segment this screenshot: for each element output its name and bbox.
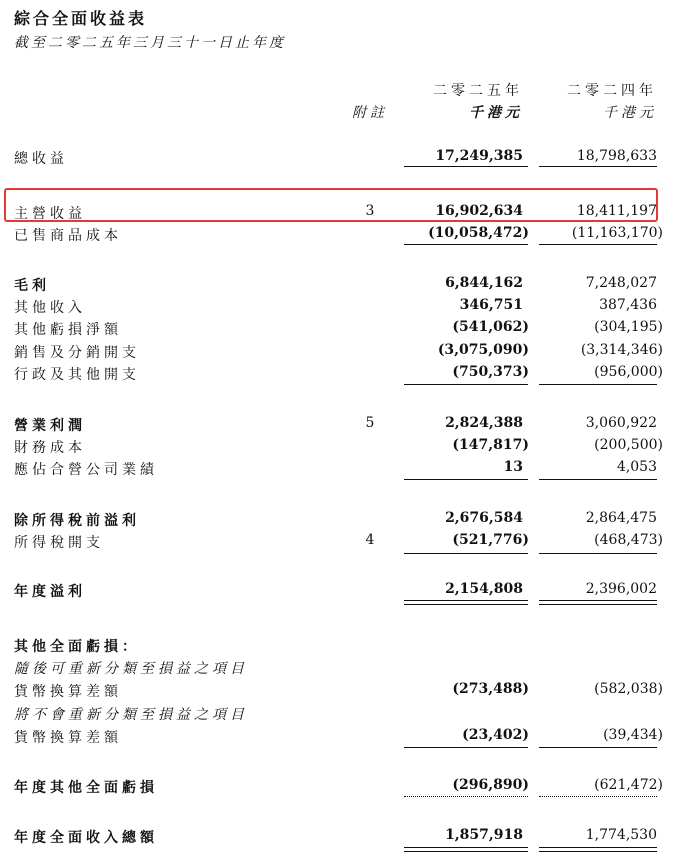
value-2025: (750,373) — [452, 364, 529, 380]
section-heading: 其他全面虧損： — [14, 639, 140, 655]
column-header-note: 附註 — [352, 105, 388, 121]
row-label: 銷售及分銷開支 — [14, 345, 140, 361]
statement-period: 截至二零二五年三月三十一日止年度 — [14, 35, 286, 51]
rule — [539, 479, 657, 480]
value-2024: 387,436 — [599, 297, 657, 313]
row-label: 總收益 — [14, 151, 68, 167]
value-2024: 18,798,633 — [576, 148, 657, 164]
value-2024: (304,195) — [594, 319, 663, 335]
rule — [404, 747, 528, 748]
value-2024: (621,472) — [594, 777, 663, 793]
value-2025: 2,676,584 — [445, 510, 523, 526]
double-rule — [539, 847, 657, 852]
rule — [539, 553, 657, 554]
column-unit-2024: 千港元 — [603, 105, 657, 121]
value-2025: (10,058,472) — [428, 225, 529, 241]
value-2024: 3,060,922 — [585, 415, 657, 431]
column-header-2025: 二零二五年 — [433, 83, 523, 99]
value-2025: (23,402) — [462, 727, 529, 743]
row-label: 年度溢利 — [14, 584, 86, 600]
statement-title: 綜合全面收益表 — [14, 9, 148, 28]
value-2025: (273,488) — [452, 681, 529, 697]
row-label: 主營收益 — [14, 206, 86, 222]
value-2025: (541,062) — [452, 319, 529, 335]
value-2025: 6,844,162 — [445, 275, 523, 291]
value-2025: (147,817) — [452, 437, 529, 453]
value-2024: 4,053 — [616, 459, 657, 475]
double-rule — [404, 847, 528, 852]
value-2024: (582,038) — [594, 681, 663, 697]
value-2024: 7,248,027 — [585, 275, 657, 291]
value-2025: 2,154,808 — [445, 581, 523, 597]
value-2024: (3,314,346) — [580, 342, 663, 358]
row-label: 貨幣換算差額 — [14, 730, 122, 746]
rule — [539, 747, 657, 748]
rule — [539, 166, 657, 167]
value-2025: 1,857,918 — [445, 827, 523, 843]
value-2025: (3,075,090) — [437, 342, 529, 358]
row-label: 財務成本 — [14, 440, 86, 456]
value-2025: 13 — [503, 459, 523, 475]
note-ref: 4 — [365, 532, 375, 548]
value-2025: 2,824,388 — [445, 415, 523, 431]
row-label: 其他虧損淨額 — [14, 322, 122, 338]
value-2024: (11,163,170) — [571, 225, 663, 241]
value-2025: 346,751 — [459, 297, 523, 313]
note-ref: 3 — [365, 203, 375, 219]
row-label: 應佔合營公司業績 — [14, 462, 158, 478]
row-label: 其他收入 — [14, 300, 86, 316]
dotted-rule — [404, 796, 528, 797]
row-label: 年度其他全面虧損 — [14, 780, 158, 796]
rule — [539, 384, 657, 385]
rule — [404, 244, 528, 245]
subsection-heading: 將不會重新分類至損益之項目 — [14, 707, 248, 723]
rule — [404, 384, 528, 385]
value-2025: (296,890) — [452, 777, 529, 793]
value-2024: 2,396,002 — [585, 581, 657, 597]
value-2024: 18,411,197 — [576, 203, 657, 219]
value-2024: (468,473) — [594, 532, 663, 548]
subsection-heading: 隨後可重新分類至損益之項目 — [14, 661, 248, 677]
rule — [404, 479, 528, 480]
row-label: 毛利 — [14, 278, 50, 294]
double-rule — [539, 600, 657, 605]
rule — [404, 553, 528, 554]
value-2024: (956,000) — [594, 364, 663, 380]
column-unit-2025: 千港元 — [469, 105, 523, 121]
value-2025: 17,249,385 — [435, 148, 523, 164]
row-label: 行政及其他開支 — [14, 367, 140, 383]
column-header-2024: 二零二四年 — [567, 83, 657, 99]
rule — [404, 166, 528, 167]
highlight-box — [4, 188, 658, 222]
value-2024: 2,864,475 — [585, 510, 657, 526]
note-ref: 5 — [365, 415, 375, 431]
row-label: 營業利潤 — [14, 418, 86, 434]
rule — [539, 244, 657, 245]
double-rule — [404, 600, 528, 605]
row-label: 已售商品成本 — [14, 228, 122, 244]
value-2025: 16,902,634 — [435, 203, 523, 219]
row-label: 所得稅開支 — [14, 535, 104, 551]
value-2024: (200,500) — [594, 437, 663, 453]
row-label: 除所得稅前溢利 — [14, 513, 140, 529]
dotted-rule — [539, 796, 657, 797]
value-2024: 1,774,530 — [585, 827, 657, 843]
row-label: 年度全面收入總額 — [14, 830, 158, 846]
value-2024: (39,434) — [603, 727, 663, 743]
row-label: 貨幣換算差額 — [14, 684, 122, 700]
value-2025: (521,776) — [452, 532, 529, 548]
